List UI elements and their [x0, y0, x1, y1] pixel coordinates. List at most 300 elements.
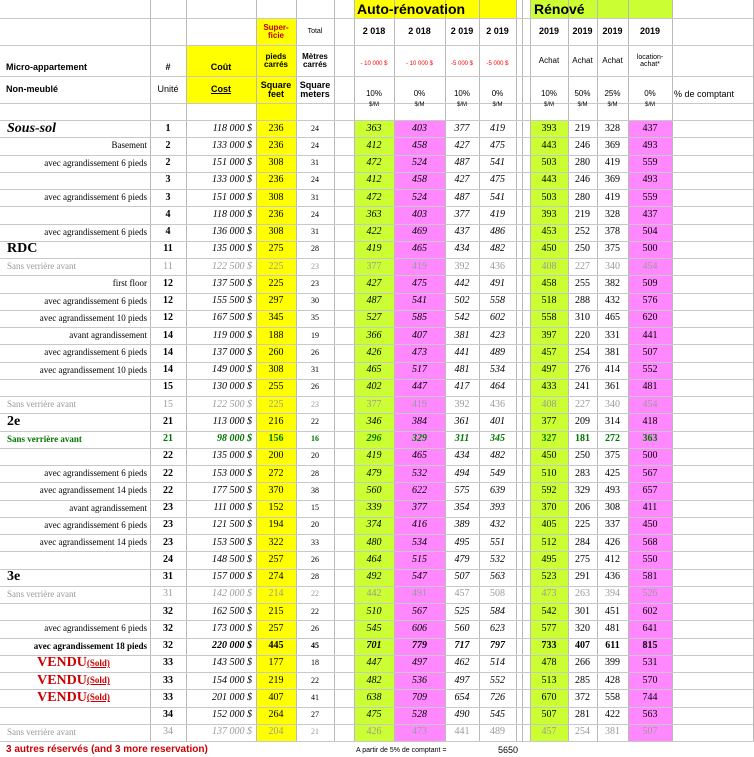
monthly-value: 441: [454, 726, 470, 738]
row-label ser: avec agrandissement 18 pieds: [33, 640, 147, 651]
monthly-value: 377: [454, 208, 470, 220]
monthly-value: 567: [642, 467, 658, 479]
monthly-value: 570: [642, 674, 658, 686]
year-header: 2 019: [486, 26, 509, 36]
unit-number: 34: [163, 726, 173, 738]
monthly-value: 623: [490, 622, 505, 634]
cost-value: 154 000 $: [212, 674, 252, 686]
sqm-value: 22: [311, 589, 319, 599]
monthly-value: 363: [366, 208, 382, 220]
monthly-value: 254: [575, 726, 590, 738]
unit-number: 24: [163, 553, 173, 565]
sqft-value: 264: [268, 709, 284, 721]
sqm-value: 33: [311, 537, 319, 547]
monthly-value: 606: [412, 622, 427, 634]
monthly-value: 560: [454, 622, 470, 634]
unit-number: 22: [163, 450, 173, 462]
monthly-value: 523: [541, 571, 557, 583]
cost-label: Cost: [211, 84, 231, 94]
monthly-value: 482: [366, 674, 382, 686]
monthly-value: 454: [642, 260, 658, 272]
unit-number: 11: [163, 243, 173, 255]
sqft-value: 260: [268, 346, 284, 358]
pct-header: 0%: [413, 89, 426, 98]
year-header: 2019: [639, 26, 661, 36]
monthly-value: 581: [642, 571, 658, 583]
year-header: 2 019: [450, 26, 474, 36]
sqm-value: 31: [311, 192, 319, 202]
sold-label: (Sold): [86, 692, 110, 703]
monthly-value: 576: [642, 295, 658, 307]
sqft-value: 297: [268, 295, 284, 307]
sqm-value: 38: [311, 485, 319, 495]
monthly-value: 327: [541, 433, 557, 445]
monthly-value: 503: [541, 157, 557, 169]
monthly-value: 453: [541, 226, 557, 238]
monthly-value: 227: [575, 398, 590, 410]
monthly-value: 534: [490, 364, 505, 376]
monthly-value: 481: [605, 622, 620, 634]
cost-value: 201 000 $: [212, 691, 252, 703]
monthly-value: 532: [490, 553, 505, 565]
monthly-value: 436: [490, 260, 505, 272]
grid-vline: [516, 0, 517, 741]
row-label ser: [0, 206, 150, 223]
monthly-value: 454: [642, 398, 658, 410]
row-label ser: Sans verrière avant: [7, 399, 76, 410]
monthly-value: 487: [366, 295, 382, 307]
cost-value: 136 000 $: [212, 226, 252, 238]
monthly-value: 552: [490, 674, 505, 686]
monthly-value: 464: [490, 381, 505, 393]
unit-number: 23: [163, 502, 173, 514]
monthly-value: 567: [412, 605, 427, 617]
monthly-value: 283: [575, 467, 590, 479]
monthly-value: 381: [454, 329, 470, 341]
monthly-value: 403: [412, 208, 427, 220]
monthly-value: 507: [642, 726, 658, 738]
row-label ser: [0, 172, 150, 189]
unit-number: 14: [163, 329, 173, 341]
monthly-value: 416: [412, 519, 427, 531]
monthly-value: 475: [412, 277, 427, 289]
row-label ser: [0, 707, 150, 724]
monthly-value: 744: [642, 691, 658, 703]
monthly-value: 366: [366, 329, 382, 341]
sqm-value: 26: [311, 347, 319, 357]
mode-header: Achat: [602, 55, 623, 65]
unit-number: 33: [163, 674, 173, 686]
unit-number: 12: [163, 277, 173, 289]
unit-header: $/M: [368, 101, 379, 108]
sqft-value: 152: [268, 502, 284, 514]
monthly-value: 403: [412, 122, 427, 134]
monthly-value: 709: [412, 691, 427, 703]
monthly-value: 255: [575, 277, 590, 289]
cost-value: 155 500 $: [212, 295, 252, 307]
monthly-value: 441: [454, 346, 470, 358]
monthly-value: 434: [454, 450, 470, 462]
monthly-value: 701: [366, 640, 382, 652]
monthly-value: 486: [490, 226, 505, 238]
sqm-value: 28: [311, 572, 319, 582]
monthly-value: 510: [541, 467, 557, 479]
sqm-value: 26: [311, 382, 319, 392]
row-label ser: avec agrandissement 6 pieds: [44, 192, 147, 203]
unit-header: $/M: [577, 101, 588, 108]
sold-label: (Sold): [86, 657, 110, 668]
monthly-value: 494: [454, 467, 470, 479]
unit-number: 14: [163, 364, 173, 376]
superficie-label: Super-ficie: [263, 22, 289, 40]
monthly-value: 622: [412, 484, 427, 496]
row-label ser: avec agrandissement 6 pieds: [44, 519, 147, 530]
sqm-value: 35: [311, 313, 319, 323]
monthly-value: 536: [412, 674, 427, 686]
row-label ser: first floor: [112, 278, 147, 289]
unit-number: 2: [165, 139, 171, 151]
auto-renovation-title: Auto-rénovation: [357, 1, 466, 17]
micro-appartement-label: Micro-appartement: [6, 62, 88, 72]
row-label ser: Sans verrière avant: [7, 433, 82, 444]
monthly-value: 225: [575, 519, 590, 531]
monthly-value: 585: [412, 312, 427, 324]
monthly-value: 670: [541, 691, 557, 703]
sqm-value: 24: [311, 140, 319, 150]
monthly-value: 493: [605, 484, 620, 496]
monthly-value: 209: [575, 415, 590, 427]
monthly-value: 497: [454, 674, 470, 686]
unit-number: 3: [165, 191, 171, 203]
row-label ser: avec agrandissement 6 pieds: [44, 295, 147, 306]
unit-number: 31: [163, 588, 173, 600]
monthly-value: 512: [541, 536, 557, 548]
monthly-value: 433: [541, 381, 557, 393]
unit-number: 12: [163, 295, 173, 307]
row-label ser: [0, 655, 150, 672]
sqft-value: 177: [268, 657, 284, 669]
cost-value: 121 500 $: [212, 519, 252, 531]
unit-number: 32: [163, 640, 173, 652]
monthly-value: 518: [541, 295, 557, 307]
monthly-value: 441: [642, 329, 658, 341]
cost-value: 118 000 $: [212, 122, 252, 134]
sqm-value: 23: [311, 399, 319, 409]
grid-vline: [334, 0, 335, 741]
sqm-value: 24: [311, 209, 319, 219]
delta-header: - 10 000 $: [405, 60, 434, 67]
monthly-value: 434: [454, 243, 470, 255]
sqm-value: 22: [311, 606, 319, 616]
monthly-value: 473: [412, 726, 427, 738]
pct-header: 50%: [574, 89, 591, 98]
hash-label: #: [165, 62, 171, 72]
monthly-value: 377: [366, 260, 382, 272]
monthly-value: 465: [412, 450, 427, 462]
monthly-value: 417: [454, 381, 470, 393]
sqft-value: 236: [268, 122, 284, 134]
monthly-value: 419: [412, 398, 427, 410]
monthly-value: 531: [642, 657, 658, 669]
unit-number: 4: [165, 208, 171, 220]
monthly-value: 241: [575, 381, 590, 393]
sqft-value: 236: [268, 208, 284, 220]
pieds-carres-label: pieds carrés: [263, 51, 289, 69]
monthly-value: 575: [454, 484, 470, 496]
year-header: 2019: [538, 26, 560, 36]
unit-header: $/M: [456, 101, 467, 108]
unit-number: 22: [163, 484, 173, 496]
monthly-value: 542: [454, 312, 470, 324]
monthly-value: 394: [605, 588, 620, 600]
monthly-value: 389: [454, 519, 470, 531]
monthly-value: 465: [366, 364, 382, 376]
sqft-value: 204: [268, 726, 284, 738]
monthly-value: 507: [454, 571, 470, 583]
row-label ser: 2e: [7, 413, 21, 429]
monthly-value: 534: [412, 536, 427, 548]
row-label ser: Sans verrière avant: [7, 588, 76, 599]
monthly-value: 602: [490, 312, 505, 324]
sqm-value: 30: [311, 296, 319, 306]
monthly-value: 425: [605, 467, 620, 479]
sqm-value: 31: [311, 227, 319, 237]
cost-value: 113 000 $: [212, 415, 252, 427]
monthly-value: 418: [642, 415, 658, 427]
monthly-value: 419: [490, 208, 505, 220]
a-partir-note: A partir de 5% de comptant =: [356, 746, 447, 754]
monthly-value: 489: [490, 726, 505, 738]
cost-value: 119 000 $: [212, 329, 252, 341]
monthly-value: 423: [490, 329, 505, 341]
row-label ser: avec agrandissement 10 pieds: [39, 312, 147, 323]
monthly-value: 437: [642, 208, 658, 220]
monthly-value: 181: [575, 433, 590, 445]
monthly-value: 568: [642, 536, 658, 548]
cost-value: 167 500 $: [212, 312, 252, 324]
monthly-value: 545: [366, 622, 382, 634]
monthly-value: 397: [541, 329, 557, 341]
monthly-value: 550: [642, 553, 658, 565]
monthly-value: 513: [541, 674, 557, 686]
monthly-value: 559: [642, 157, 658, 169]
sqm-value: 28: [311, 468, 319, 478]
monthly-value: 475: [490, 174, 505, 186]
monthly-value: 577: [541, 622, 557, 634]
monthly-value: 227: [575, 260, 590, 272]
monthly-value: 524: [412, 191, 427, 203]
monthly-value: 329: [412, 433, 427, 445]
monthly-value: 428: [605, 674, 620, 686]
monthly-value: 377: [412, 502, 427, 514]
sqm-value: 22: [311, 675, 319, 685]
sqft-value: 257: [268, 622, 284, 634]
monthly-value: 487: [454, 157, 470, 169]
monthly-value: 487: [454, 191, 470, 203]
sqft-value: 225: [268, 277, 284, 289]
monthly-value: 480: [366, 536, 382, 548]
sqm-value: 23: [311, 278, 319, 288]
cost-value: 220 000 $: [212, 640, 252, 652]
monthly-value: 422: [366, 226, 382, 238]
sqft-value: 407: [268, 691, 284, 703]
monthly-value: 815: [642, 640, 658, 652]
sqm-value: 15: [311, 503, 319, 513]
monthly-value: 419: [366, 243, 382, 255]
cost-value: 133 000 $: [212, 174, 252, 186]
row-label ser: RDC: [7, 241, 38, 257]
monthly-value: 272: [605, 433, 620, 445]
monthly-value: 528: [412, 709, 427, 721]
sqft-value: 255: [268, 381, 284, 393]
monthly-value: 495: [454, 536, 470, 548]
monthly-value: 450: [541, 243, 557, 255]
monthly-value: 340: [605, 398, 620, 410]
monthly-value: 542: [541, 605, 557, 617]
cout-label: Coût: [210, 62, 232, 72]
sqm-value: 20: [311, 520, 319, 530]
cost-value: 143 500 $: [212, 657, 252, 669]
monthly-value: 384: [412, 415, 427, 427]
cost-value: 173 000 $: [212, 622, 252, 634]
monthly-value: 408: [541, 260, 557, 272]
mode-header: Achat: [572, 55, 593, 65]
sqft-value: 345: [268, 312, 284, 324]
cost-value: 133 000 $: [212, 139, 252, 151]
monthly-value: 481: [642, 381, 658, 393]
monthly-value: 541: [490, 157, 505, 169]
monthly-value: 374: [366, 519, 382, 531]
monthly-value: 363: [366, 122, 382, 134]
monthly-value: 493: [642, 139, 658, 151]
pct-header: 10%: [365, 89, 382, 98]
monthly-value: 469: [412, 226, 427, 238]
pct-comptant-label: % de comptant: [674, 88, 735, 99]
monthly-value: 361: [454, 415, 470, 427]
monthly-value: 392: [454, 260, 470, 272]
sqm-value: 28: [311, 244, 319, 254]
row-label ser: [0, 551, 150, 568]
reserved-note: 3 autres réservés (and 3 more reservation): [6, 744, 208, 755]
monthly-value: 442: [454, 277, 470, 289]
monthly-value: 465: [605, 312, 620, 324]
unit-header: $/M: [543, 101, 554, 108]
monthly-value: 465: [412, 243, 427, 255]
cost-value: 135 000 $: [212, 243, 252, 255]
monthly-value: 492: [366, 571, 382, 583]
delta-header: -5 000 $: [486, 60, 509, 67]
monthly-value: 419: [605, 191, 620, 203]
monthly-value: 443: [541, 174, 557, 186]
unit-number: 33: [163, 657, 173, 669]
sqft-value: 200: [268, 450, 284, 462]
sqft-value: 322: [268, 536, 284, 548]
monthly-value: 497: [541, 364, 557, 376]
monthly-value: 451: [605, 605, 620, 617]
monthly-value: 407: [412, 329, 427, 341]
monthly-value: 308: [605, 502, 620, 514]
monthly-value: 482: [490, 450, 505, 462]
monthly-value: 559: [642, 191, 658, 203]
monthly-value: 552: [642, 364, 658, 376]
sqm-value: 21: [311, 727, 319, 737]
monthly-value: 479: [454, 553, 470, 565]
monthly-value: 509: [642, 277, 658, 289]
monthly-value: 310: [575, 312, 590, 324]
monthly-value: 291: [575, 571, 590, 583]
monthly-value: 412: [366, 174, 382, 186]
sqft-value: 275: [268, 243, 284, 255]
sqm-value: 20: [311, 451, 319, 461]
unit-number: 23: [163, 536, 173, 548]
monthly-value: 361: [605, 381, 620, 393]
monthly-value: 345: [490, 433, 505, 445]
sqft-value: 370: [268, 484, 284, 496]
monthly-value: 426: [366, 726, 382, 738]
row-label ser: avec agrandissement 6 pieds: [44, 157, 147, 168]
monthly-value: 457: [454, 588, 470, 600]
unit-number: 2: [165, 157, 171, 169]
sqm-value: 23: [311, 261, 319, 271]
monthly-value: 346: [366, 415, 382, 427]
delta-header: -5 000 $: [450, 60, 474, 67]
metres-carres-label: Mètres carrés: [302, 51, 328, 69]
monthly-value: 504: [642, 226, 658, 238]
monthly-value: 372: [575, 691, 590, 703]
monthly-value: 426: [366, 346, 382, 358]
monthly-value: 457: [541, 346, 557, 358]
monthly-value: 328: [605, 208, 620, 220]
monthly-value: 419: [605, 157, 620, 169]
unit-number: 14: [163, 346, 173, 358]
cost-value: 152 000 $: [212, 709, 252, 721]
unit-number: 32: [163, 622, 173, 634]
monthly-value: 427: [366, 277, 382, 289]
cost-value: 118 000 $: [212, 208, 252, 220]
monthly-value: 563: [642, 709, 658, 721]
unite-label: Unité: [157, 84, 179, 94]
monthly-value: 354: [454, 502, 470, 514]
total-label: Total: [307, 28, 323, 35]
monthly-value: 280: [575, 157, 590, 169]
monthly-value: 369: [605, 174, 620, 186]
cost-value: 162 500 $: [212, 605, 252, 617]
monthly-value: 437: [642, 122, 658, 134]
sqft-value: 225: [268, 260, 284, 272]
monthly-value: 436: [490, 398, 505, 410]
monthly-value: 560: [366, 484, 382, 496]
monthly-value: 402: [366, 381, 382, 393]
monthly-value: 458: [412, 174, 427, 186]
cost-value: 137 000 $: [212, 726, 252, 738]
unit-number: 15: [163, 381, 173, 393]
monthly-value: 280: [575, 191, 590, 203]
grid-vline: [672, 0, 673, 741]
delta-header: - 10 000 $: [360, 60, 388, 67]
monthly-value: 558: [541, 312, 557, 324]
monthly-value: 288: [575, 295, 590, 307]
sqm-value: 18: [311, 658, 319, 668]
monthly-value: 447: [366, 657, 382, 669]
cost-value: 122 500 $: [212, 398, 252, 410]
year-header: 2019: [572, 26, 593, 36]
cost-value: 122 500 $: [212, 260, 252, 272]
cost-value: 151 000 $: [212, 191, 252, 203]
monthly-value: 503: [541, 191, 557, 203]
monthly-value: 584: [490, 605, 505, 617]
monthly-value: 547: [412, 571, 427, 583]
row-label ser: avec agrandissement 14 pieds: [39, 537, 147, 548]
